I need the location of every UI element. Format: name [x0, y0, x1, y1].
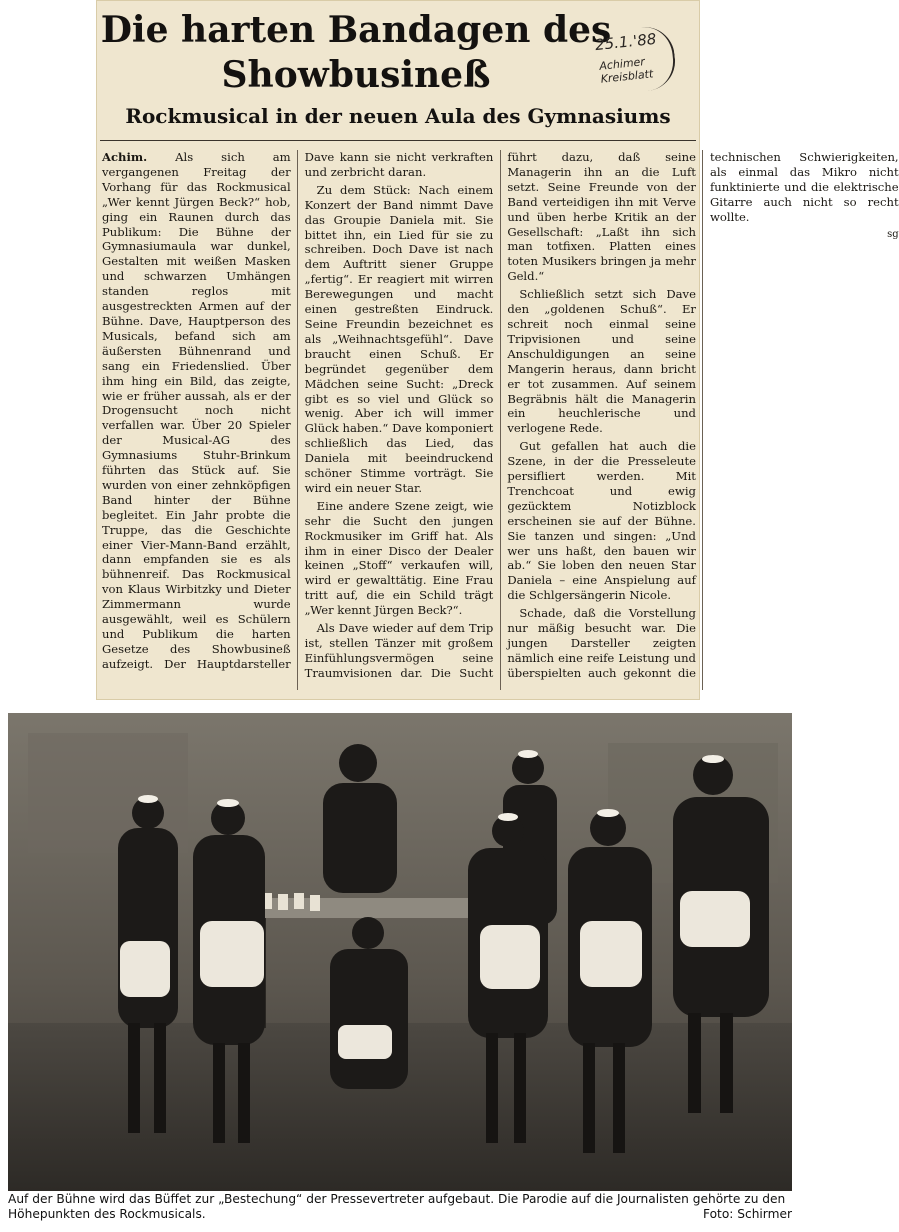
article-paragraph-6: Gut gefallen hat auch die Szene, in der die Presseleute persifliert werden. Mit Trenchcoat und ewig gezücktem Notizblock erscheinen sie auf der Bühne. Sie tanzen und singen: „Und wer uns haßt, den bauen wir ab.“ Sie loben den neuen Star Daniela – eine Anspielung auf die Schlgersängerin Nicole.: [507, 439, 696, 603]
article-paragraph-3: Eine andere Szene zeigt, wie sehr die Sucht den jungen Rockmusiker im Griff hat. Als ihm in einer Disco der Dealer keinen „Stoff“ verkaufen will, wird er gewalttätig. Eine Frau tritt auf, die ein Schild trägt „Wer kennt Jürgen Beck?“.: [304, 498, 494, 618]
article-dateline: Achim.: [102, 150, 148, 164]
article-paragraph-1-text: Als sich am vergangenen Freitag der Vorhang für das Rockmusical „Wer kennt Jürgen Beck?“ hob, ging ein Raunen durch das Publikum: Die Bühne der Gymnasiumaula war dunkel, Gestalten mit weißen Masken und schwarzen Umhängen standen reglos mit ausgestreckten Armen auf der Bühne. Dave, Hauptperson des Musicals, befand sich am äußersten Bühnenrand und sang ein Friedenslied. Über ihm hing ein Bild, das zeigte, wie er früher aussah, als er der Drogensucht noch nicht verfallen war. Über 20 Spieler der Musical-AG des Gymnasiums Stuhr-Brinkum führten das Stück auf. Sie wurden von einer zehnköpfigen Band hinter der Bühne begleitet. Ein Jahr probte die Truppe, das die Geschichte einer Vier-Mann-Band erzählt, dann empfanden sie es als bühnenreif. Das Rockmusical von Klaus Wirbitzky und Dieter Zimmermann wurde ausgewählt, weil es Schülern und Publikum die harten Gesetze des Showbusineß aufzeigt. Der Hauptdarsteller Dave kann sie nicht verkraften und zerbricht daran.: [102, 150, 494, 671]
stage-photo: [8, 713, 792, 1191]
article-byline: sg: [887, 228, 899, 240]
article-paragraph-5: Schließlich setzt sich Dave den „goldenen Schuß“. Er schreit noch einmal seine Tripvisionen und seine Anschuldigungen an seine Mangerin heraus, dann bricht er tot zusammen. Auf seinem Begräbnis hält die Managerin ein heuchlerische und verlogene Rede.: [507, 287, 696, 436]
article-paragraph-2: Zu dem Stück: Nach einem Konzert der Band nimmt Dave das Groupie Daniela mit. Sie bittet ihn, ein Lied für sie zu schreiben. Doch Dave ist nach dem Auftritt siener Gruppe „fertig“. Er reagiert mit wirren Berewegungen und macht einen gestreßten Eindruck. Seine Freundin bezeichnet es als „Weihnachtsgefühl“. Dave braucht einen Schuß. Er begründet gegenüber dem Mädchen seine Sucht: „Dreck gibt es so viel und Glück so wenig. Aber ich will immer Glück haben.“ Dave komponiert schließlich das Lied, das Daniela mit beeindruckend schöner Stimme vorträgt. Sie wird ein neuer Star.: [304, 182, 494, 495]
headline-rule: [100, 140, 696, 141]
handwritten-date: 25.1.'88: [594, 29, 658, 55]
newspaper-clipping: [96, 0, 899, 700]
article-paragraph-7: Schade, daß die Vorstellung nur mäßig besucht war. Die jungen Darsteller zeigten nämlich eine reife Leistung und überspielten auch gekonnt die technischen Schwierigkeiten, als einmal das Mikro nicht funktinierte und die elektrische Gitarre auch nicht so recht wollte.: [507, 150, 899, 680]
article-subheadline: Rockmusical in der neuen Aula des Gymnasiums: [125, 104, 671, 128]
photo-caption-text: Auf der Bühne wird das Büffet zur „Bestechung“ der Pressevertreter aufgebaut. Die Parodie auf die Journalisten gehörte zu den Höhepunkten des Rockmusicals.: [8, 1192, 786, 1221]
stage-photo-image: [8, 713, 792, 1191]
article-headline: Die harten Bandagen des Showbusineß: [100, 9, 612, 96]
photo-credit: Foto: Schirmer: [703, 1207, 792, 1221]
article-paragraph-4: Als Dave wieder auf dem Trip ist, stellen Tänzer mit großem Einfühlungsvermögen seine Traumvisionen dar. Die Sucht führt dazu, daß seine Managerin ihn an die Luft setzt. Seine Freunde von der Band verteidigen ihn mit Verve und üben herbe Kritik an der Gesellschaft: „Laßt ihn sich man totfixen. Platten eines toten Musikers bringen ja mehr Geld.“: [304, 150, 696, 680]
handwritten-note: [587, 18, 685, 105]
photo-caption: [8, 1192, 792, 1228]
article-body: [102, 150, 899, 690]
handwritten-source: Achimer Kreisblatt: [598, 55, 654, 86]
